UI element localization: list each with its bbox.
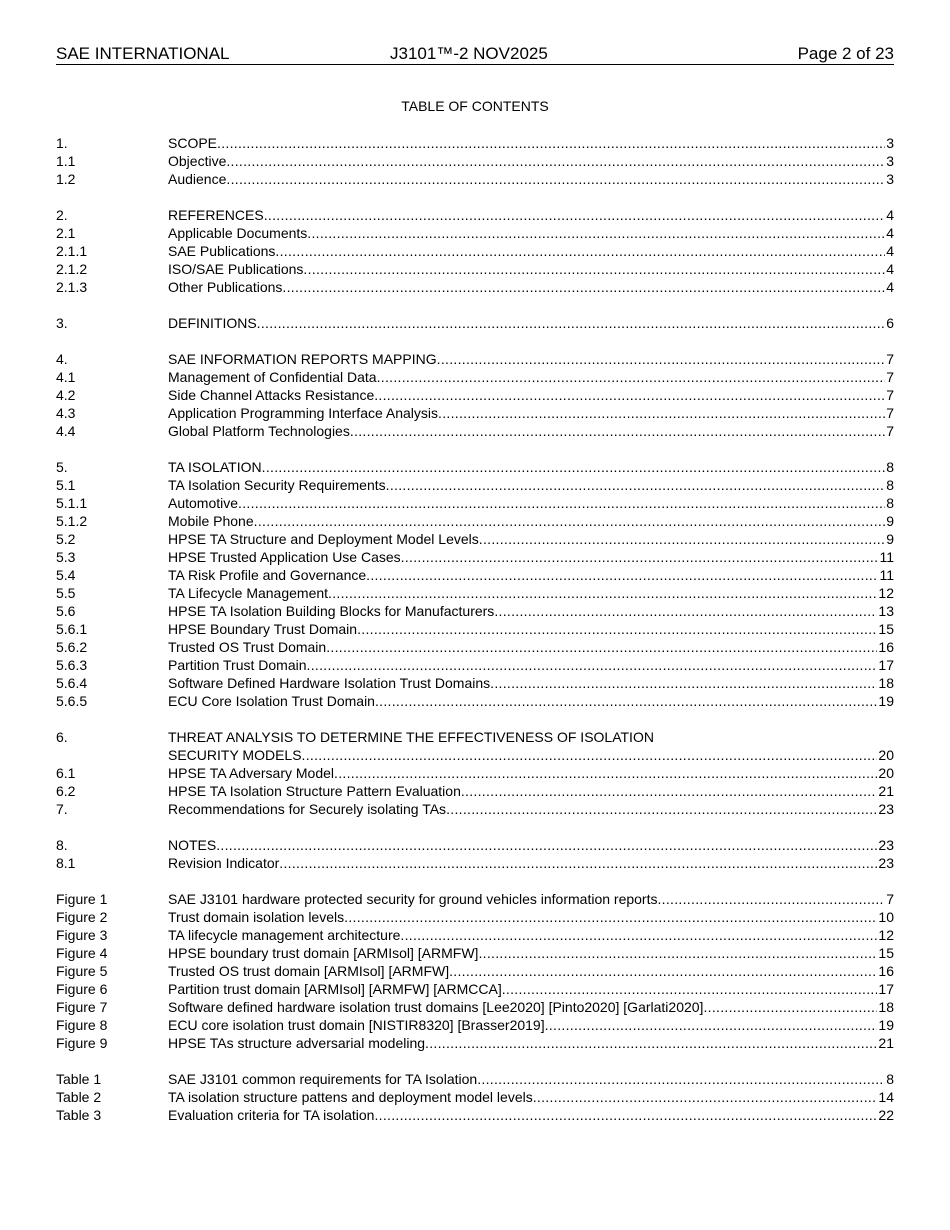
dot-leader bbox=[326, 638, 877, 656]
toc-entry-number: Figure 9 bbox=[56, 1035, 108, 1051]
toc-entry-number: 4. bbox=[56, 351, 68, 367]
toc-section bbox=[56, 134, 894, 188]
toc-entry-number: 1.2 bbox=[56, 171, 76, 187]
toc-entry-title: TA Isolation Security Requirements bbox=[168, 477, 386, 493]
dot-leader bbox=[449, 962, 877, 980]
toc-section bbox=[56, 458, 894, 710]
dot-leader bbox=[494, 602, 877, 620]
toc-entry-title: Partition trust domain [ARMIsol] [ARMFW] [ARMCCA] bbox=[168, 981, 502, 997]
toc-entry[interactable] bbox=[56, 1088, 894, 1106]
toc-entry[interactable] bbox=[56, 764, 894, 782]
toc-entry-title: ECU core isolation trust domain [NISTIR8320] [Brasser2019] bbox=[168, 1017, 545, 1033]
toc-entry-title: Application Programming Interface Analysis bbox=[168, 405, 439, 421]
toc-section bbox=[56, 314, 894, 332]
toc-entry-title: Trust domain isolation levels bbox=[168, 909, 345, 925]
table-of-contents bbox=[56, 134, 894, 1142]
toc-entry-number: 8. bbox=[56, 837, 68, 853]
toc-entry-page: 14 bbox=[878, 1089, 894, 1105]
toc-entry[interactable] bbox=[56, 692, 894, 710]
toc-entry[interactable] bbox=[56, 476, 894, 494]
toc-entry-title: Applicable Documents bbox=[168, 225, 308, 241]
toc-entry[interactable] bbox=[56, 854, 894, 872]
toc-entry-body bbox=[168, 782, 894, 800]
dot-leader bbox=[478, 944, 877, 962]
toc-entry-body bbox=[168, 530, 894, 548]
toc-entry-title: HPSE Trusted Application Use Cases bbox=[168, 549, 401, 565]
toc-entry[interactable] bbox=[56, 926, 894, 944]
toc-entry-number: 1.1 bbox=[56, 153, 76, 169]
toc-entry[interactable] bbox=[56, 800, 894, 818]
dot-leader bbox=[366, 566, 878, 584]
toc-entry-title: NOTES bbox=[168, 837, 217, 853]
dot-leader bbox=[226, 152, 885, 170]
toc-entry-number: 5.1.2 bbox=[56, 513, 88, 529]
toc-entry-body bbox=[168, 836, 894, 854]
toc-entry-body bbox=[168, 422, 894, 440]
toc-entry[interactable] bbox=[56, 836, 894, 854]
toc-entry-title: TA isolation structure pattens and deployment model levels bbox=[168, 1089, 533, 1105]
toc-entry-page: 3 bbox=[886, 153, 894, 169]
toc-entry-title: SAE INFORMATION REPORTS MAPPING bbox=[168, 351, 437, 367]
toc-entry-title: SECURITY MODELS bbox=[168, 747, 302, 763]
toc-entry-title: Side Channel Attacks Resistance bbox=[168, 387, 375, 403]
toc-entry-title: Software Defined Hardware Isolation Trust Domains bbox=[168, 675, 491, 691]
toc-entry-number: 2.1.3 bbox=[56, 279, 88, 295]
toc-entry-number: Figure 5 bbox=[56, 963, 108, 979]
toc-entry-body bbox=[168, 908, 894, 926]
toc-entry-body bbox=[168, 512, 894, 530]
toc-entry-body bbox=[168, 692, 894, 710]
toc-entry-number: Figure 6 bbox=[56, 981, 108, 997]
toc-entry-number: 8.1 bbox=[56, 855, 76, 871]
toc-entry-body bbox=[168, 494, 894, 512]
dot-leader bbox=[262, 458, 886, 476]
toc-entry-page: 23 bbox=[878, 801, 894, 817]
toc-entry-title: Partition Trust Domain bbox=[168, 657, 307, 673]
toc-entry-title: SAE J3101 common requirements for TA Isolation bbox=[168, 1071, 478, 1087]
toc-entry[interactable] bbox=[56, 1016, 894, 1034]
toc-entry-body bbox=[168, 1034, 894, 1052]
toc-entry-number: 5.6.5 bbox=[56, 693, 88, 709]
toc-entry-body bbox=[168, 458, 894, 476]
header-document-id: J3101™-2 NOV2025 bbox=[390, 44, 548, 63]
toc-entry-body bbox=[168, 314, 894, 332]
toc-entry-page: 16 bbox=[878, 963, 894, 979]
dot-leader bbox=[375, 692, 877, 710]
toc-entry-body bbox=[168, 620, 894, 638]
toc-entry-body bbox=[168, 368, 894, 386]
header-page-number: Page 2 of 23 bbox=[797, 44, 894, 63]
dot-leader bbox=[502, 980, 878, 998]
dot-leader bbox=[374, 1106, 877, 1124]
dot-leader bbox=[437, 350, 886, 368]
toc-entry-page: 9 bbox=[886, 531, 894, 547]
toc-entry-body bbox=[168, 1106, 894, 1124]
header-organization: SAE INTERNATIONAL bbox=[56, 44, 230, 63]
toc-entry-page: 15 bbox=[878, 945, 894, 961]
toc-entry-page: 8 bbox=[886, 459, 894, 475]
toc-entry-page: 3 bbox=[886, 135, 894, 151]
toc-entry-page: 4 bbox=[886, 243, 894, 259]
toc-entry-number: 4.4 bbox=[56, 423, 76, 439]
toc-entry-title: Objective bbox=[168, 153, 227, 169]
dot-leader bbox=[425, 1034, 877, 1052]
toc-entry-number: Figure 4 bbox=[56, 945, 108, 961]
toc-entry-page: 20 bbox=[878, 747, 894, 763]
toc-entry-number: 1. bbox=[56, 135, 68, 151]
toc-entry-body bbox=[168, 386, 894, 404]
toc-entry[interactable] bbox=[56, 350, 894, 368]
toc-entry-page: 23 bbox=[878, 837, 894, 853]
toc-entry-number: 7. bbox=[56, 801, 68, 817]
toc-entry-body bbox=[168, 242, 894, 260]
toc-entry-number: Figure 7 bbox=[56, 999, 108, 1015]
toc-entry-title: SAE Publications bbox=[168, 243, 276, 259]
toc-entry[interactable] bbox=[56, 242, 894, 260]
toc-section bbox=[56, 1070, 894, 1124]
dot-leader bbox=[350, 422, 885, 440]
toc-entry-body bbox=[168, 152, 894, 170]
toc-entry-body bbox=[168, 998, 894, 1016]
toc-entry-number: 5.1 bbox=[56, 477, 76, 493]
dot-leader bbox=[254, 512, 886, 530]
toc-entry-body bbox=[168, 800, 894, 818]
toc-entry-page: 19 bbox=[878, 693, 894, 709]
dot-leader bbox=[374, 386, 885, 404]
toc-entry-page: 9 bbox=[886, 513, 894, 529]
toc-entry[interactable] bbox=[56, 602, 894, 620]
dot-leader bbox=[400, 926, 877, 944]
toc-entry-body bbox=[168, 224, 894, 242]
toc-entry-title: HPSE TA Isolation Structure Pattern Evaluation bbox=[168, 783, 461, 799]
toc-entry-body bbox=[168, 944, 894, 962]
toc-entry[interactable] bbox=[56, 584, 894, 602]
toc-entry-title: TA ISOLATION bbox=[168, 459, 262, 475]
dot-leader bbox=[446, 800, 877, 818]
dot-leader bbox=[377, 368, 886, 386]
page-header bbox=[56, 44, 894, 65]
toc-entry-title: Management of Confidential Data bbox=[168, 369, 377, 385]
toc-entry-number: 5.6.3 bbox=[56, 657, 88, 673]
toc-entry[interactable] bbox=[56, 260, 894, 278]
toc-entry-title: Automotive bbox=[168, 495, 239, 511]
toc-entry-page: 7 bbox=[886, 423, 894, 439]
toc-entry-number: 2.1.2 bbox=[56, 261, 88, 277]
toc-entry[interactable] bbox=[56, 728, 894, 746]
toc-entry-page: 8 bbox=[886, 477, 894, 493]
toc-entry[interactable] bbox=[56, 998, 894, 1016]
dot-leader bbox=[438, 404, 885, 422]
toc-entry-body bbox=[168, 980, 894, 998]
toc-entry-body bbox=[168, 926, 894, 944]
toc-entry-number: 5.6.2 bbox=[56, 639, 88, 655]
toc-entry-number: Figure 8 bbox=[56, 1017, 108, 1033]
dot-leader bbox=[328, 584, 877, 602]
toc-entry-page: 12 bbox=[878, 585, 894, 601]
toc-entry-body bbox=[168, 1088, 894, 1106]
toc-entry[interactable] bbox=[56, 674, 894, 692]
toc-entry-page: 6 bbox=[886, 315, 894, 331]
toc-entry[interactable] bbox=[56, 278, 894, 296]
toc-entry-number: 5.4 bbox=[56, 567, 76, 583]
toc-entry-body bbox=[168, 602, 894, 620]
toc-section bbox=[56, 350, 894, 440]
toc-entry-body bbox=[168, 584, 894, 602]
toc-entry-number: Table 1 bbox=[56, 1071, 102, 1087]
toc-entry-title: Mobile Phone bbox=[168, 513, 254, 529]
toc-entry-page: 18 bbox=[878, 999, 894, 1015]
dot-leader bbox=[282, 278, 885, 296]
toc-entry-title: THREAT ANALYSIS TO DETERMINE THE EFFECTIVENESS OF ISOLATION bbox=[168, 729, 654, 745]
dot-leader bbox=[238, 494, 885, 512]
toc-entry[interactable] bbox=[56, 620, 894, 638]
toc-entry-number: 5. bbox=[56, 459, 68, 475]
dot-leader bbox=[344, 908, 877, 926]
toc-entry-page: 7 bbox=[886, 351, 894, 367]
dot-leader bbox=[401, 548, 879, 566]
toc-entry-title: HPSE boundary trust domain [ARMIsol] [ARMFW] bbox=[168, 945, 479, 961]
toc-entry[interactable] bbox=[56, 1070, 894, 1088]
dot-leader bbox=[302, 746, 878, 764]
toc-entry-body bbox=[168, 566, 894, 584]
toc-entry[interactable] bbox=[56, 638, 894, 656]
toc-entry[interactable] bbox=[56, 980, 894, 998]
toc-entry-number: 2.1.1 bbox=[56, 243, 88, 259]
toc-section bbox=[56, 206, 894, 296]
toc-entry-title: DEFINITIONS bbox=[168, 315, 257, 331]
dot-leader bbox=[307, 656, 878, 674]
toc-entry-title: HPSE Boundary Trust Domain bbox=[168, 621, 358, 637]
toc-entry-body bbox=[168, 854, 894, 872]
toc-entry[interactable] bbox=[56, 530, 894, 548]
toc-entry-title: Revision Indicator bbox=[168, 855, 280, 871]
toc-entry-page: 23 bbox=[878, 855, 894, 871]
toc-entry-body bbox=[168, 134, 894, 152]
dot-leader bbox=[703, 998, 877, 1016]
toc-entry-page: 10 bbox=[878, 909, 894, 925]
toc-entry[interactable] bbox=[56, 386, 894, 404]
toc-entry[interactable] bbox=[56, 908, 894, 926]
toc-entry[interactable] bbox=[56, 314, 894, 332]
toc-entry-number: Table 3 bbox=[56, 1107, 102, 1123]
toc-entry-page: 11 bbox=[879, 567, 894, 583]
toc-entry-number: 4.2 bbox=[56, 387, 76, 403]
toc-entry-title: Software defined hardware isolation trust domains [Lee2020] [Pinto2020] [Garlati2020] bbox=[168, 999, 704, 1015]
toc-entry-number: Table 2 bbox=[56, 1089, 102, 1105]
toc-entry-page: 4 bbox=[886, 279, 894, 295]
toc-entry-body bbox=[168, 260, 894, 278]
toc-entry-title: Trusted OS trust domain [ARMIsol] [ARMFW] bbox=[168, 963, 450, 979]
dot-leader bbox=[264, 206, 886, 224]
toc-entry-body bbox=[168, 350, 894, 368]
toc-entry[interactable] bbox=[56, 656, 894, 674]
toc-entry[interactable] bbox=[56, 512, 894, 530]
toc-entry-page: 20 bbox=[878, 765, 894, 781]
toc-entry-number: 5.1.1 bbox=[56, 495, 88, 511]
dot-leader bbox=[257, 314, 886, 332]
toc-entry-title: Recommendations for Securely isolating TAs bbox=[168, 801, 447, 817]
dot-leader bbox=[334, 764, 877, 782]
toc-entry-number: 6. bbox=[56, 729, 68, 745]
toc-entry[interactable] bbox=[56, 206, 894, 224]
dot-leader bbox=[216, 836, 877, 854]
toc-entry-body bbox=[168, 548, 894, 566]
toc-entry[interactable] bbox=[56, 548, 894, 566]
toc-entry[interactable] bbox=[56, 368, 894, 386]
toc-entry-page: 16 bbox=[878, 639, 894, 655]
toc-entry-title: Evaluation criteria for TA isolation bbox=[168, 1107, 375, 1123]
toc-entry-body bbox=[168, 278, 894, 296]
toc-entry-page: 17 bbox=[878, 657, 894, 673]
toc-entry[interactable] bbox=[56, 746, 894, 764]
toc-entry-number: 3. bbox=[56, 315, 68, 331]
toc-entry-body bbox=[168, 206, 894, 224]
toc-entry-page: 15 bbox=[878, 621, 894, 637]
toc-entry-title: HPSE TA Isolation Building Blocks for Manufacturers bbox=[168, 603, 495, 619]
toc-entry-body bbox=[168, 404, 894, 422]
toc-entry[interactable] bbox=[56, 1106, 894, 1124]
toc-entry-title: SCOPE bbox=[168, 135, 218, 151]
dot-leader bbox=[217, 134, 885, 152]
dot-leader bbox=[657, 890, 885, 908]
toc-entry-page: 13 bbox=[878, 603, 894, 619]
toc-entry-number: 5.3 bbox=[56, 549, 76, 565]
toc-entry-body bbox=[168, 476, 894, 494]
toc-entry-page: 12 bbox=[878, 927, 894, 943]
toc-entry-title: ISO/SAE Publications bbox=[168, 261, 304, 277]
toc-entry-body bbox=[168, 656, 894, 674]
toc-entry-page: 11 bbox=[879, 549, 894, 565]
toc-entry-title: REFERENCES bbox=[168, 207, 264, 223]
toc-entry-title: HPSE TAs structure adversarial modeling bbox=[168, 1035, 426, 1051]
toc-section bbox=[56, 890, 894, 1052]
toc-entry[interactable] bbox=[56, 782, 894, 800]
toc-entry-number: 5.2 bbox=[56, 531, 76, 547]
dot-leader bbox=[461, 782, 878, 800]
toc-entry-title: ECU Core Isolation Trust Domain bbox=[168, 693, 375, 709]
toc-entry-page: 7 bbox=[886, 369, 894, 385]
toc-entry-number: 5.6.1 bbox=[56, 621, 88, 637]
toc-entry-number: 6.1 bbox=[56, 765, 76, 781]
toc-entry-title: HPSE TA Structure and Deployment Model Levels bbox=[168, 531, 479, 547]
toc-entry-page: 7 bbox=[886, 891, 894, 907]
toc-entry-page: 18 bbox=[878, 675, 894, 691]
toc-entry-number: Figure 1 bbox=[56, 891, 108, 907]
toc-entry[interactable] bbox=[56, 170, 894, 188]
dot-leader bbox=[279, 854, 877, 872]
toc-entry-number: 2.1 bbox=[56, 225, 76, 241]
toc-entry-page: 7 bbox=[886, 405, 894, 421]
toc-entry-number: 5.5 bbox=[56, 585, 76, 601]
toc-entry-number: Figure 2 bbox=[56, 909, 108, 925]
toc-entry-page: 22 bbox=[878, 1107, 894, 1123]
toc-entry[interactable] bbox=[56, 566, 894, 584]
dot-leader bbox=[386, 476, 886, 494]
toc-entry-page: 8 bbox=[886, 1071, 894, 1087]
toc-entry-title: Trusted OS Trust Domain bbox=[168, 639, 327, 655]
toc-entry-page: 4 bbox=[886, 225, 894, 241]
toc-entry-page: 17 bbox=[878, 981, 894, 997]
toc-entry-body bbox=[168, 764, 894, 782]
toc-entry-page: 7 bbox=[886, 387, 894, 403]
toc-entry-number bbox=[56, 746, 168, 764]
dot-leader bbox=[275, 242, 885, 260]
toc-entry-page: 21 bbox=[878, 1035, 894, 1051]
toc-entry[interactable] bbox=[56, 134, 894, 152]
dot-leader bbox=[477, 1070, 885, 1088]
toc-entry-title: TA Lifecycle Management bbox=[168, 585, 329, 601]
dot-leader bbox=[226, 170, 885, 188]
toc-entry[interactable] bbox=[56, 890, 894, 908]
toc-entry-body bbox=[168, 890, 894, 908]
toc-entry[interactable] bbox=[56, 494, 894, 512]
toc-entry-body bbox=[168, 638, 894, 656]
dot-leader bbox=[357, 620, 877, 638]
toc-entry-body bbox=[168, 674, 894, 692]
toc-entry-title: Audience bbox=[168, 171, 227, 187]
toc-entry-number: 4.3 bbox=[56, 405, 76, 421]
toc-entry-body bbox=[168, 1016, 894, 1034]
toc-entry-number: 6.2 bbox=[56, 783, 76, 799]
dot-leader bbox=[533, 1088, 878, 1106]
toc-entry-page: 21 bbox=[878, 783, 894, 799]
toc-entry-body bbox=[168, 962, 894, 980]
toc-section bbox=[56, 836, 894, 872]
toc-entry-number: 4.1 bbox=[56, 369, 76, 385]
dot-leader bbox=[303, 260, 885, 278]
toc-entry[interactable] bbox=[56, 962, 894, 980]
toc-entry-number: 5.6 bbox=[56, 603, 76, 619]
dot-leader bbox=[545, 1016, 878, 1034]
toc-entry-title: Other Publications bbox=[168, 279, 283, 295]
dot-leader bbox=[490, 674, 877, 692]
toc-entry-title: TA Risk Profile and Governance bbox=[168, 567, 367, 583]
toc-entry-body bbox=[168, 170, 894, 188]
toc-entry-body bbox=[168, 728, 894, 746]
toc-entry-page: 4 bbox=[886, 207, 894, 223]
dot-leader bbox=[479, 530, 885, 548]
toc-entry-body bbox=[168, 1070, 894, 1088]
toc-entry[interactable] bbox=[56, 404, 894, 422]
toc-entry-page: 3 bbox=[886, 171, 894, 187]
toc-entry-title: TA lifecycle management architecture bbox=[168, 927, 401, 943]
toc-entry[interactable] bbox=[56, 152, 894, 170]
toc-entry-title: SAE J3101 hardware protected security for ground vehicles information reports bbox=[168, 891, 658, 907]
toc-title: TABLE OF CONTENTS bbox=[401, 98, 549, 114]
toc-entry-title: HPSE TA Adversary Model bbox=[168, 765, 334, 781]
toc-entry-body bbox=[168, 746, 894, 764]
toc-entry-number: Figure 3 bbox=[56, 927, 108, 943]
toc-entry-number: 2. bbox=[56, 207, 68, 223]
toc-section bbox=[56, 728, 894, 818]
toc-entry[interactable] bbox=[56, 944, 894, 962]
toc-entry[interactable] bbox=[56, 458, 894, 476]
toc-entry-page: 19 bbox=[878, 1017, 894, 1033]
toc-entry[interactable] bbox=[56, 224, 894, 242]
toc-entry-page: 4 bbox=[886, 261, 894, 277]
toc-entry-title: Global Platform Technologies bbox=[168, 423, 350, 439]
toc-entry-page: 8 bbox=[886, 495, 894, 511]
toc-entry-number: 5.6.4 bbox=[56, 675, 88, 691]
toc-entry[interactable] bbox=[56, 1034, 894, 1052]
dot-leader bbox=[307, 224, 885, 242]
toc-entry[interactable] bbox=[56, 422, 894, 440]
